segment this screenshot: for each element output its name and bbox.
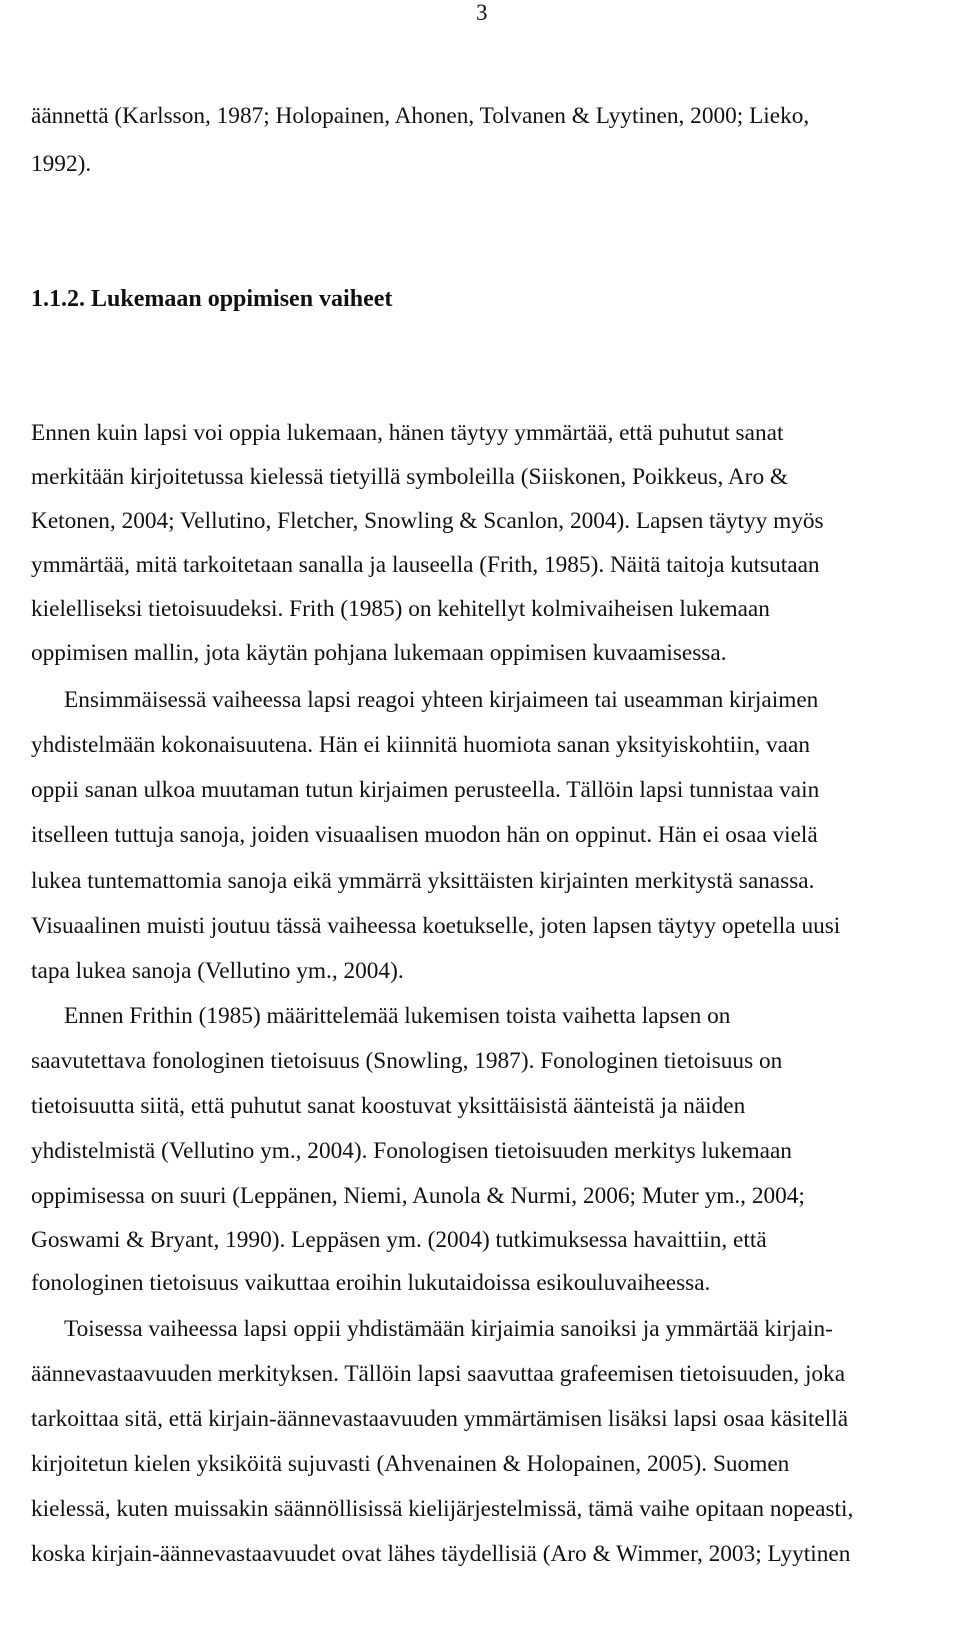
body-line-26: koska kirjain-äännevastaavuudet ovat lähes täydellisiä (Aro & Wimmer, 2003; Lyytinen: [31, 1541, 851, 1567]
body-line-21: Toisessa vaiheessa lapsi oppii yhdistämään kirjaimia sanoiksi ja ymmärtää kirjain-: [64, 1316, 833, 1342]
page-number: 3: [476, 0, 488, 25]
body-line-14: Ennen Frithin (1985) määrittelemää lukemisen toista vaihetta lapsen on: [64, 1003, 731, 1029]
body-line-18: oppimisessa on suuri (Leppänen, Niemi, Aunola & Nurmi, 2006; Muter ym., 2004;: [31, 1183, 805, 1209]
body-line-1: Ennen kuin lapsi voi oppia lukemaan, hänen täytyy ymmärtää, että puhutut sanat: [31, 420, 784, 446]
section-heading: 1.1.2. Lukemaan oppimisen vaiheet: [31, 286, 393, 312]
body-line-22: äännevastaavuuden merkityksen. Tällöin lapsi saavuttaa grafeemisen tietoisuuden, joka: [31, 1361, 846, 1387]
body-line-12: Visuaalinen muisti joutuu tässä vaiheessa koetukselle, joten lapsen täytyy opetella uusi: [31, 913, 841, 939]
body-line-4: ymmärtää, mitä tarkoitetaan sanalla ja lauseella (Frith, 1985). Näitä taitoja kutsutaan: [31, 552, 820, 578]
body-line-10: itselleen tuttuja sanoja, joiden visuaalisen muodon hän on oppinut. Hän ei osaa vielä: [31, 822, 818, 848]
intro-line-2: 1992).: [31, 151, 92, 177]
body-line-16: tietoisuutta siitä, että puhutut sanat koostuvat yksittäisistä äänteistä ja näiden: [31, 1093, 746, 1119]
body-line-23: tarkoittaa sitä, että kirjain-äännevastaavuuden ymmärtämisen lisäksi lapsi osaa käsitellä: [31, 1406, 849, 1432]
body-line-25: kielessä, kuten muissakin säännöllisissä kielijärjestelmissä, tämä vaihe opitaan nopeasti,: [31, 1496, 854, 1522]
body-line-3: Ketonen, 2004; Vellutino, Fletcher, Snowling & Scanlon, 2004). Lapsen täytyy myös: [31, 508, 824, 534]
body-line-13: tapa lukea sanoja (Vellutino ym., 2004).: [31, 958, 404, 984]
body-line-15: saavutettava fonologinen tietoisuus (Snowling, 1987). Fonologinen tietoisuus on: [31, 1048, 783, 1074]
intro-line-1: äännettä (Karlsson, 1987; Holopainen, Ahonen, Tolvanen & Lyytinen, 2000; Lieko,: [31, 103, 810, 129]
body-line-11: lukea tuntemattomia sanoja eikä ymmärrä yksittäisten kirjainten merkitystä sanassa.: [31, 868, 815, 894]
body-line-2: merkitään kirjoitetussa kielessä tietyillä symboleilla (Siiskonen, Poikkeus, Aro &: [31, 464, 789, 490]
body-line-20: fonologinen tietoisuus vaikuttaa eroihin lukutaidoissa esikouluvaiheessa.: [31, 1270, 711, 1296]
body-line-8: yhdistelmään kokonaisuutena. Hän ei kiinnitä huomiota sanan yksityiskohtiin, vaan: [31, 732, 811, 758]
body-line-17: yhdistelmistä (Vellutino ym., 2004). Fonologisen tietoisuuden merkitys lukemaan: [31, 1138, 792, 1164]
body-line-5: kielelliseksi tietoisuudeksi. Frith (1985) on kehitellyt kolmivaiheisen lukemaan: [31, 596, 770, 622]
body-line-9: oppii sanan ulkoa muutaman tutun kirjaimen perusteella. Tällöin lapsi tunnistaa vain: [31, 777, 820, 803]
body-line-6: oppimisen mallin, jota käytän pohjana lukemaan oppimisen kuvaamisessa.: [31, 640, 727, 666]
body-line-7: Ensimmäisessä vaiheessa lapsi reagoi yhteen kirjaimeen tai useamman kirjaimen: [64, 687, 819, 713]
body-line-19: Goswami & Bryant, 1990). Leppäsen ym. (2004) tutkimuksessa havaittiin, että: [31, 1227, 767, 1253]
body-line-24: kirjoitetun kielen yksiköitä sujuvasti (Ahvenainen & Holopainen, 2005). Suomen: [31, 1451, 790, 1477]
